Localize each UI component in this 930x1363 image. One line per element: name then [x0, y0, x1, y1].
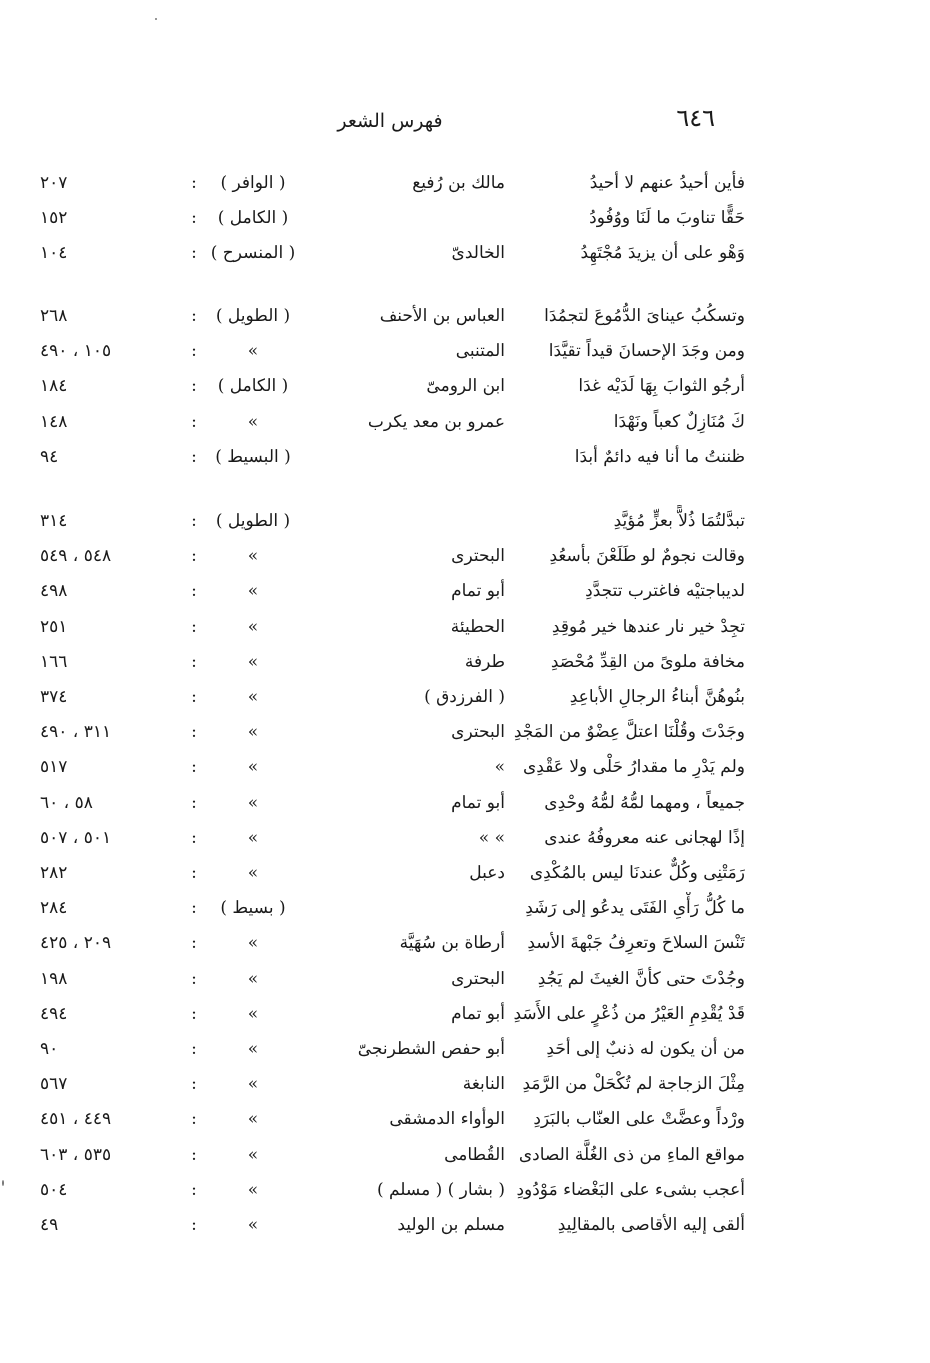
- poet-name: عمرو بن معد يكرب: [367, 411, 505, 432]
- meter-name: »: [247, 341, 259, 362]
- index-entry: [0, 998, 930, 1030]
- separator-colon: :: [191, 1215, 197, 1235]
- poet-name: ( بشار ) ( مسلم ): [376, 1179, 505, 1200]
- verse-text: فأين أحيدُ عنهم لا أحيدُ: [589, 173, 745, 193]
- separator-colon: :: [191, 651, 197, 672]
- index-entry: [0, 406, 930, 438]
- meter-name: »: [247, 1003, 259, 1024]
- meter-name: ( الطويل ): [215, 306, 291, 326]
- index-entry: [0, 300, 930, 332]
- meter-name: ( بسيط ): [220, 898, 286, 919]
- verse-text: مخافة ملوىً من القِدِّ مُحْصَدِ: [550, 651, 745, 672]
- verse-text: ورْداً وعضَّتْ على العنّاب بالبَرَدِ: [533, 1109, 745, 1130]
- separator-colon: :: [191, 306, 197, 326]
- verse-text: ومن وجَدَ الإحسانَ قيداً تقيَّدَا: [548, 341, 745, 362]
- meter-name: »: [247, 1144, 259, 1165]
- running-title: فهرس الشعر: [337, 110, 443, 132]
- poet-name: القُطامى: [444, 1144, 505, 1165]
- index-entry: [0, 1103, 930, 1135]
- verse-text: أعجب بشىء على البَغْضاء مَوْدُودِ: [516, 1179, 745, 1200]
- page-references: ٢٥١: [40, 616, 68, 637]
- page-references: ٥٠١ ، ٥٠٧: [40, 827, 112, 848]
- poet-name: أبو تمام: [451, 1003, 505, 1024]
- verse-text: ألقى إليه الأقاصى بالمقالِيدِ: [557, 1215, 745, 1235]
- page-references: ٢٠٧: [40, 173, 68, 193]
- meter-name: »: [247, 968, 259, 989]
- verse-text: مِثْلَ الزجاجة لم تُكْحَلْ من الرَّمَدِ: [522, 1074, 745, 1095]
- index-entry: [0, 963, 930, 995]
- page-references: ١٦٦: [40, 651, 68, 672]
- index-entry: [0, 575, 930, 607]
- index-entry: [0, 540, 930, 572]
- page-references: ١٨٤: [40, 376, 68, 397]
- index-entry: [0, 681, 930, 713]
- separator-colon: :: [191, 1179, 197, 1200]
- verse-text: لديباجتيْه فاغترب تتجدَّدِ: [585, 581, 745, 602]
- verse-text: قَدْ يُقْدِمِ العَيْرُ من ذُعْرٍ على الأَسَدِ: [513, 1003, 745, 1024]
- separator-colon: :: [191, 933, 197, 954]
- meter-name: »: [247, 827, 259, 848]
- index-entry: [0, 646, 930, 678]
- meter-name: »: [247, 1215, 259, 1235]
- poet-name: البحترى: [451, 546, 505, 567]
- separator-colon: :: [191, 581, 197, 602]
- page-references: ٥١٧: [40, 757, 68, 778]
- separator-colon: :: [191, 1039, 197, 1059]
- index-entry: [0, 202, 930, 234]
- index-entry: [0, 1174, 930, 1206]
- poet-name: ابن الرومىّ: [426, 376, 505, 397]
- page-references: ٤٩٨: [40, 581, 68, 602]
- verse-text: حَقًّا تناوبَ ما لَنَا ووُفُودُ: [589, 208, 745, 229]
- poet-name: طرفة: [464, 651, 505, 672]
- poet-name: ( الفرزدق ): [424, 687, 505, 707]
- poet-name: النابغة: [462, 1074, 505, 1095]
- separator-colon: :: [191, 546, 197, 567]
- verse-text: من أن يكون له ذنبٌ إلى أحَدِ: [546, 1039, 745, 1059]
- separator-colon: :: [191, 1109, 197, 1130]
- page-references: ٥٣٥ ، ٦٠٣: [40, 1144, 112, 1165]
- page-references: ٢٨٤: [40, 898, 68, 919]
- index-entry: [0, 927, 930, 959]
- verse-text: أرجُو الثوابَ بِهَا لَدَيْه غدَا: [578, 376, 745, 397]
- separator-colon: :: [191, 827, 197, 848]
- separator-colon: :: [191, 1144, 197, 1165]
- verse-text: وجُدْتَ حتى كأنَّ الغيثَ لم يَجُدِ: [537, 968, 745, 989]
- separator-colon: :: [191, 968, 197, 989]
- index-entry: [0, 751, 930, 783]
- verse-text: كَ مُنَازِلٌ كعباً ونَهْدَا: [613, 411, 745, 432]
- poet-name: المتنبى: [455, 341, 505, 362]
- meter-name: ( الوافر ): [220, 173, 286, 193]
- index-entry: [0, 237, 930, 269]
- page-references: ٥٦٧: [40, 1074, 68, 1095]
- separator-colon: :: [191, 1003, 197, 1024]
- page-references: ٢٦٨: [40, 306, 68, 326]
- meter-name: »: [247, 1179, 259, 1200]
- separator-colon: :: [191, 173, 197, 193]
- poet-name: دعبل: [469, 863, 505, 883]
- index-entry: [0, 892, 930, 924]
- separator-colon: :: [191, 446, 197, 467]
- page-references: ٥٨ ، ٦٠: [40, 792, 93, 813]
- meter-name: »: [247, 933, 259, 954]
- verse-text: تَنْسَ السلاحَ وتعرِفُ جَبْهةَ الأسدِ: [527, 933, 745, 954]
- separator-colon: :: [191, 411, 197, 432]
- index-entry: [0, 335, 930, 367]
- verse-text: تجِدْ خير نار عندها خير مُوقِدِ: [551, 616, 745, 637]
- poet-name: أبو تمام: [451, 792, 505, 813]
- separator-colon: :: [191, 687, 197, 707]
- index-entry: [0, 716, 930, 748]
- meter-name: »: [247, 581, 259, 602]
- meter-name: »: [247, 1109, 259, 1130]
- separator-colon: :: [191, 208, 197, 229]
- index-entry: [0, 505, 930, 537]
- meter-name: »: [247, 1039, 259, 1059]
- page-references: ١٤٨: [40, 411, 68, 432]
- page-references: ٩٠: [40, 1039, 59, 1059]
- verse-text: جميعاً ، ومهما لمُّهُ لمُّهُ وحْدِى: [544, 792, 745, 813]
- meter-name: ( الطويل ): [215, 511, 291, 531]
- page-references: ٤٩٤: [40, 1003, 68, 1024]
- index-entry: [0, 822, 930, 854]
- separator-colon: :: [191, 863, 197, 883]
- poet-name: أبو حفص الشطرنجىّ: [357, 1039, 505, 1059]
- separator-colon: :: [191, 511, 197, 531]
- meter-name: ( البسيط ): [215, 446, 291, 467]
- page-references: ١٩٨: [40, 968, 68, 989]
- verse-text: وتسكُبُ عيناىَ الدُّمُوعَ لتجمُدَا: [544, 306, 745, 326]
- page-references: ٢٠٩ ، ٤٢٥: [40, 933, 112, 954]
- page-references: ٢٨٢: [40, 863, 68, 883]
- separator-colon: :: [191, 616, 197, 637]
- separator-colon: :: [191, 376, 197, 397]
- page-references: ١٠٥ ، ٤٩٠: [40, 341, 112, 362]
- poet-name: الحطيئة: [450, 616, 505, 637]
- ink-speck: [155, 18, 157, 20]
- separator-colon: :: [191, 1074, 197, 1095]
- poet-name: الوأواء الدمشقى: [389, 1109, 505, 1130]
- verse-text: بنُوهُنَّ أبناءُ الرجالِ الأباعِدِ: [569, 687, 745, 707]
- page-references: ٤٩: [40, 1215, 59, 1235]
- page-references: ٣٧٤: [40, 687, 68, 707]
- index-entry: [0, 370, 930, 402]
- meter-name: »: [247, 411, 259, 432]
- verse-text: ما كُلُّ رَأْىِ الفَتَى يدعُو إلى رَشَدِ: [525, 898, 745, 919]
- poet-name: مسلم بن الوليد: [397, 1215, 505, 1235]
- poet-name: العباس بن الأحنف: [379, 306, 505, 326]
- meter-name: »: [247, 687, 259, 707]
- poet-name: » »: [478, 827, 505, 848]
- poet-name: مالك بن رُفيع: [412, 173, 505, 193]
- poet-name: أرطاة بن سُهَيَّة: [399, 933, 505, 954]
- verse-text: وقالت نجومٌ لو طَلَعْنَ بأسعُدِ: [549, 546, 745, 567]
- meter-name: ( المنسرح ): [210, 243, 296, 264]
- page-references: ٩٤: [40, 446, 59, 467]
- verse-text: رَمَتْنِى وكُلٌّ عندنَا ليس بالمُكْدِى: [529, 863, 745, 883]
- page-references: ٥٠٤: [40, 1179, 68, 1200]
- verse-text: تبدَّلتُمَا ذُلاًّ بعزٍّ مُؤيَّدِ: [613, 511, 745, 531]
- meter-name: »: [247, 722, 259, 743]
- index-entry: [0, 1139, 930, 1171]
- meter-name: »: [247, 863, 259, 883]
- index-entry: [0, 787, 930, 819]
- poet-name: أبو تمام: [451, 581, 505, 602]
- verse-text: وجَدْتَ وقُلْنَا اعتلَّ عِضْوٌ من المَجْدِ: [513, 722, 745, 743]
- page-references: ٥٤٨ ، ٥٤٩: [40, 546, 112, 567]
- page-references: ٣١١ ، ٤٩٠: [40, 722, 112, 743]
- separator-colon: :: [191, 341, 197, 362]
- verse-text: مواقع الماءِ من ذى الغُلَّة الصادى: [518, 1144, 745, 1165]
- index-entry: [0, 611, 930, 643]
- meter-name: »: [247, 651, 259, 672]
- index-entry: [0, 441, 930, 473]
- separator-colon: :: [191, 243, 197, 264]
- index-entry: [0, 167, 930, 199]
- meter-name: »: [247, 616, 259, 637]
- poet-name: البحترى: [451, 968, 505, 989]
- page-references: ٣١٤: [40, 511, 68, 531]
- index-entry: [0, 857, 930, 889]
- page-number: ٦٤٦: [676, 104, 715, 132]
- meter-name: »: [247, 757, 259, 778]
- meter-name: ( الكامل ): [217, 376, 289, 397]
- meter-name: ( الكامل ): [217, 208, 289, 229]
- separator-colon: :: [191, 792, 197, 813]
- page-references: ١٥٢: [40, 208, 68, 229]
- separator-colon: :: [191, 898, 197, 919]
- verse-text: ظننتُ ما أنا فيه دائمٌ أبدَا: [574, 446, 745, 467]
- index-entry: [0, 1209, 930, 1241]
- meter-name: »: [247, 546, 259, 567]
- poet-name: الخالدىّ: [451, 243, 505, 264]
- separator-colon: :: [191, 757, 197, 778]
- meter-name: »: [247, 1074, 259, 1095]
- poet-name: »: [494, 757, 505, 778]
- verse-text: وَهْو على أن يزيدَ مُجْتَهِدُ: [580, 243, 745, 264]
- separator-colon: :: [191, 722, 197, 743]
- verse-text: إذًا لهجانى عنه معروفُهُ عندى: [544, 827, 745, 848]
- index-entry: [0, 1068, 930, 1100]
- page-references: ١٠٤: [40, 243, 68, 264]
- index-entry: [0, 1033, 930, 1065]
- meter-name: »: [247, 792, 259, 813]
- page-references: ٤٤٩ ، ٤٥١: [40, 1109, 112, 1130]
- verse-text: ولم يَدْرِ ما مقدارُ حَلْى ولا عَقْدِى: [522, 757, 745, 778]
- poet-name: البحترى: [451, 722, 505, 743]
